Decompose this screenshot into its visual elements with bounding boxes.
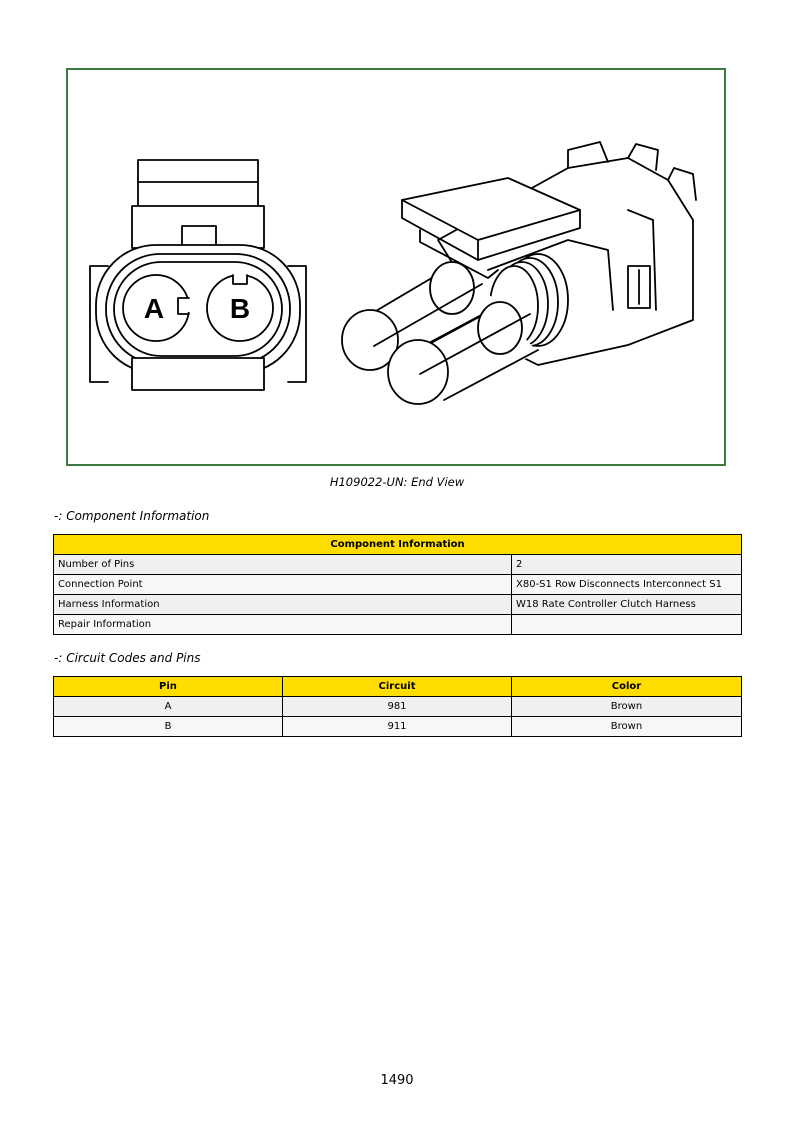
table-header-row [54,677,742,697]
circuit-codes-table [53,676,742,737]
table-row [54,697,742,717]
color-cell: Brown [512,697,742,717]
circuit-codes-heading: -: Circuit Codes and Pins [54,651,201,665]
table-row [54,717,742,737]
row-value [512,615,742,635]
table-row [54,615,742,635]
page-number: 1490 [380,1073,414,1088]
figure-caption: H109022-UN: End View [329,475,465,489]
component-info-table [53,534,742,635]
table-row [54,595,742,615]
pin-label-a: A [143,293,165,324]
row-value: W18 Rate Controller Clutch Harness [512,595,742,615]
circuit-cell: 981 [283,697,512,717]
table-row [54,555,742,575]
column-header-color: Color [512,677,742,697]
column-header-pin: Pin [54,677,283,697]
table-header-row [54,535,742,555]
row-label: Number of Pins [54,555,512,575]
connector-figure [66,68,726,466]
row-value: 2 [512,555,742,575]
row-label: Connection Point [54,575,512,595]
circuit-cell: 911 [283,717,512,737]
connector-perspective-view [342,142,696,404]
component-info-heading: -: Component Information [54,509,210,523]
pin-cell: A [54,697,283,717]
row-label: Harness Information [54,595,512,615]
row-value: X80-S1 Row Disconnects Interconnect S1 [512,575,742,595]
column-header-circuit: Circuit [283,677,512,697]
pin-label-b: B [229,293,251,324]
row-label: Repair Information [54,615,512,635]
connector-end-view [90,160,306,390]
color-cell: Brown [512,717,742,737]
table-row [54,575,742,595]
component-info-title: Component Information [54,535,742,555]
pin-cell: B [54,717,283,737]
connector-illustration [68,70,728,468]
